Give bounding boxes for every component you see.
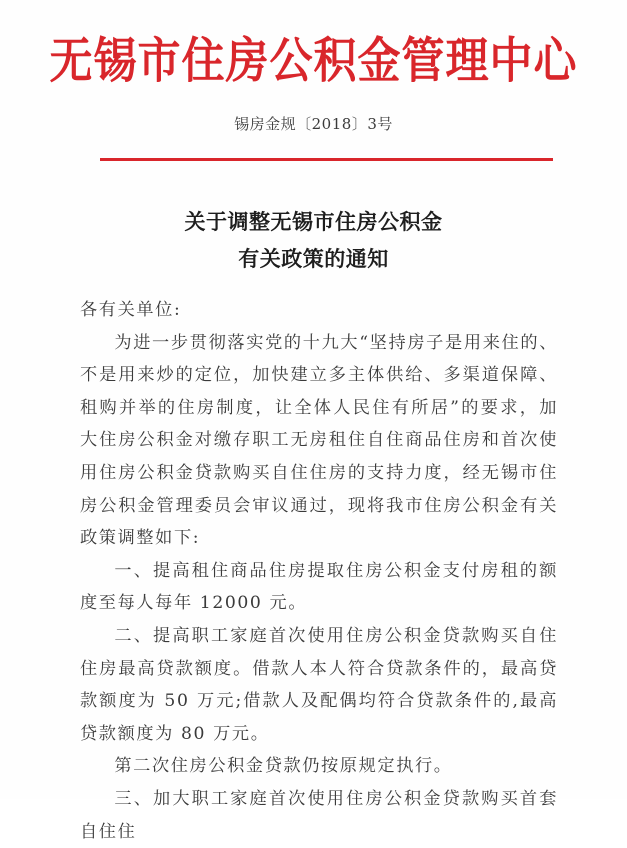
intro-paragraph: 为进一步贯彻落实党的十九大“坚持房子是用来住的、不是用来炒的定位，加快建立多主体供给、多渠道保障、租购并举的住房制度，让全体人民住有所居”的要求，加大住房公积金对缴存职工无房租住自住商品住房和首次使用住房公积金贷款购买自住住房的支持力度，经无锡市住房公积金管理委员会审议通过，现将我市住房公积金有关政策调整如下: [80,332,558,549]
policy-item-3: 三、加大职工家庭首次使用住房公积金贷款购买首套自住住 [80,788,558,842]
policy-item-2: 二、提高职工家庭首次使用住房公积金贷款购买自住住房最高贷款额度。借款人本人符合贷款条件的，最高贷款额度为 50 万元;借款人及配偶均符合贷款条件的,最高贷款额度为 80 万元。 [80,625,558,744]
document-number: 锡房金规〔2018〕3号 [234,115,393,133]
policy-item-1: 一、提高租住商品住房提取住房公积金支付房租的额度至每人每年 12000 元。 [80,560,558,614]
salutation: 各有关单位: [80,300,182,320]
notice-title-line-2: 有关政策的通知 [238,246,389,271]
letterhead-divider [100,158,553,161]
notice-title-line-1: 关于调整无锡市住房公积金 [184,209,443,234]
policy-item-2-note: 第二次住房公积金贷款仍按原规定执行。 [114,756,453,777]
agency-letterhead-title: 无锡市住房公积金管理中心 [49,33,578,90]
notice-body [80,294,558,848]
